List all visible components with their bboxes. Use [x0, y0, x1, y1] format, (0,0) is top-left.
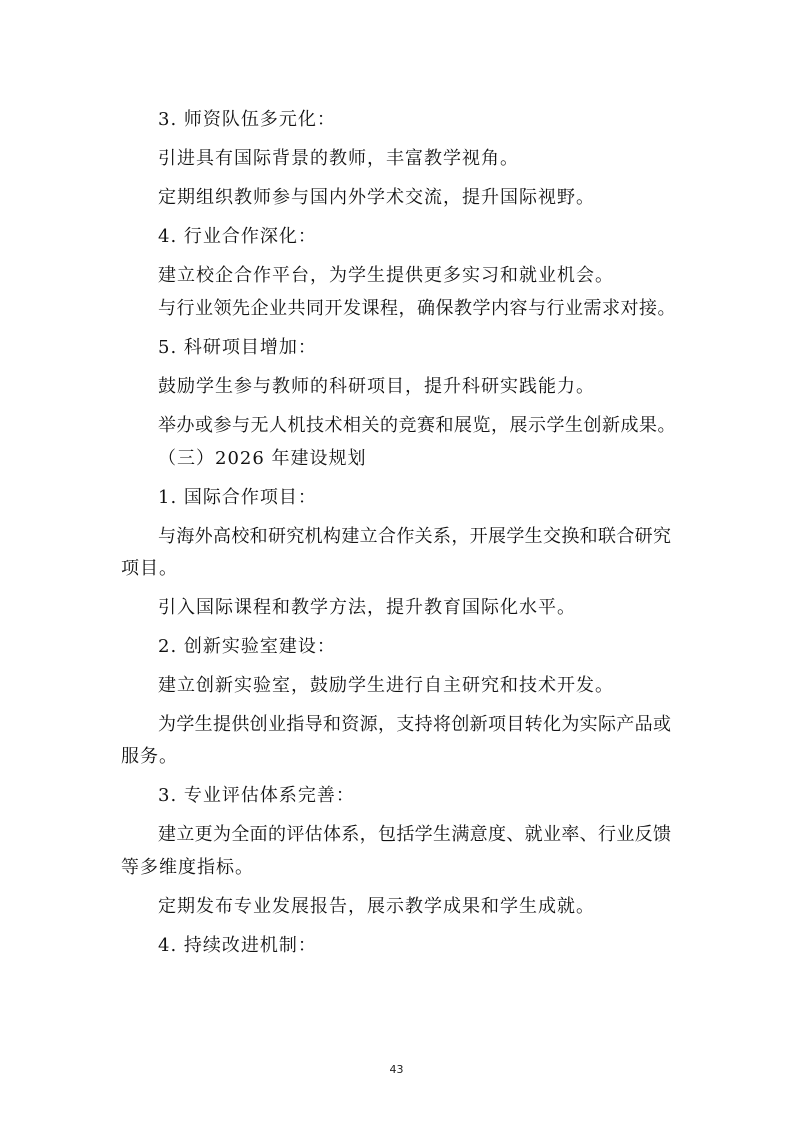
paragraph-line: 举办或参与无人机技术相关的竞赛和展览，展示学生创新成果。	[158, 415, 676, 436]
page-number: 43	[389, 1063, 404, 1076]
section-heading-faculty: 3. 师资队伍多元化：	[158, 109, 336, 130]
paragraph-line: 定期发布专业发展报告，展示教学成果和学生成就。	[158, 896, 595, 917]
paragraph-line-continuation: 项目。	[121, 558, 178, 579]
paragraph-line: 引入国际课程和教学方法，提升教育国际化水平。	[158, 597, 576, 618]
paragraph-line-continuation: 服务。	[121, 746, 178, 767]
section-heading-evaluation: 3. 专业评估体系完善：	[158, 785, 355, 806]
section-heading-international: 1. 国际合作项目：	[158, 487, 317, 508]
paragraph-line: 建立创新实验室，鼓励学生进行自主研究和技术开发。	[158, 675, 614, 696]
paragraph-line: 与行业领先企业共同开发课程，确保教学内容与行业需求对接。	[158, 298, 676, 319]
paragraph-line: 引进具有国际背景的教师，丰富教学视角。	[158, 148, 519, 169]
section-heading-research: 5. 科研项目增加：	[158, 337, 317, 358]
paragraph-line: 建立更为全面的评估体系，包括学生满意度、就业率、行业反馈	[158, 824, 671, 845]
paragraph-line-continuation: 等多维度指标。	[121, 857, 254, 878]
section-heading-improvement: 4. 持续改进机制：	[158, 935, 317, 956]
paragraph-line: 建立校企合作平台，为学生提供更多实习和就业机会。	[158, 265, 614, 286]
section-heading-industry: 4. 行业合作深化：	[158, 226, 317, 247]
paragraph-line: 鼓励学生参与教师的科研项目，提升科研实践能力。	[158, 376, 595, 397]
paragraph-line: 与海外高校和研究机构建立合作关系，开展学生交换和联合研究	[158, 526, 671, 547]
paragraph-line: 为学生提供创业指导和资源，支持将创新项目转化为实际产品或	[158, 714, 671, 735]
paragraph-line: 定期组织教师参与国内外学术交流，提升国际视野。	[158, 187, 595, 208]
subsection-heading-2026: （三）2026 年建设规划	[158, 448, 367, 469]
section-heading-lab: 2. 创新实验室建设：	[158, 636, 336, 657]
